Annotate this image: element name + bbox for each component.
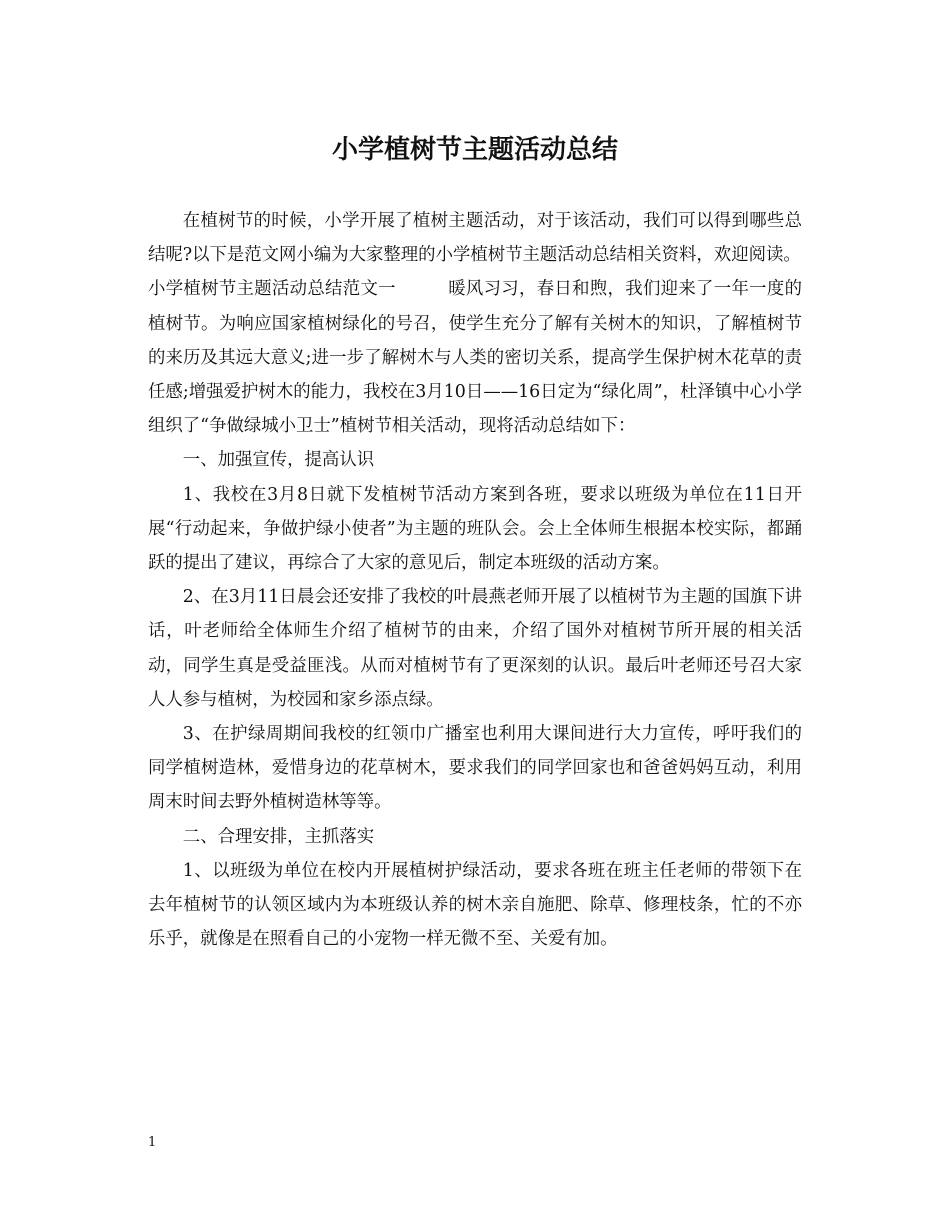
sample-opening: 暖风习习，春日和煦，我们迎来了一年一度的植树节。为响应国家植树绿化的号召，使学生充分了解有关树木的知识，了解植树节的来历及其远大意义;进一步了解树木与人类的密切关系，提高学生保护树木花草的责任感;增强爱护树木的能力，我校在3月10日——16日定为“绿化周”，杜泽镇中心小学组织了“争做绿城小卫士”植树节相关活动，现将活动总结如下： [148, 279, 802, 437]
section-one-item-3: 3、在护绿周期间我校的红领巾广播室也利用大课间进行大力宣传，呼吁我们的同学植树造林，爱惜身边的花草树木，要求我们的同学回家也和爸爸妈妈互动，利用周末时间去野外植树造林等等。 [148, 724, 802, 813]
section-one-item-1: 1、我校在3月8日就下发植树节活动方案到各班，要求以班级为单位在11日开展“行动起来，争做护绿小使者”为主题的班队会。会上全体师生根据本校实际，都踊跃的提出了建议，再综合了大家的意见后，制定本班级的活动方案。 [148, 484, 802, 574]
sample-paragraph [148, 272, 802, 443]
document-title: 小学植树节主题活动总结 [331, 135, 618, 165]
section-two-item-1: 1、以班级为单位在校内开展植树护绿活动，要求各班在班主任老师的带领下在去年植树节的认领区域内为本班级认养的树木亲自施肥、除草、修理枝条，忙的不亦乐乎，就像是在照看自己的小宠物一样无微不至、关爱有加。 [148, 860, 802, 950]
intro-paragraph: 在植树节的时候，小学开展了植树主题活动，对于该活动，我们可以得到哪些总结呢?以下是范文网小编为大家整理的小学植树节主题活动总结相关资料，欢迎阅读。 [148, 211, 802, 266]
page-number: 1 [148, 1135, 157, 1150]
document-body [148, 204, 802, 956]
section-two-heading: 二、合理安排，主抓落实 [182, 826, 375, 847]
sample-heading: 小学植树节主题活动总结范文一 [148, 279, 396, 300]
section-one-item-2: 2、在3月11日晨会还安排了我校的叶晨燕老师开展了以植树节为主题的国旗下讲话，叶老师给全体师生介绍了植树节的由来，介绍了国外对植树节所开展的相关活动，同学生真是受益匪浅。从而对植树节有了更深刻的认识。最后叶老师还号召大家人人参与植树，为校园和家乡添点绿。 [148, 587, 802, 710]
section-one-heading: 一、加强宣传，提高认识 [182, 450, 375, 471]
